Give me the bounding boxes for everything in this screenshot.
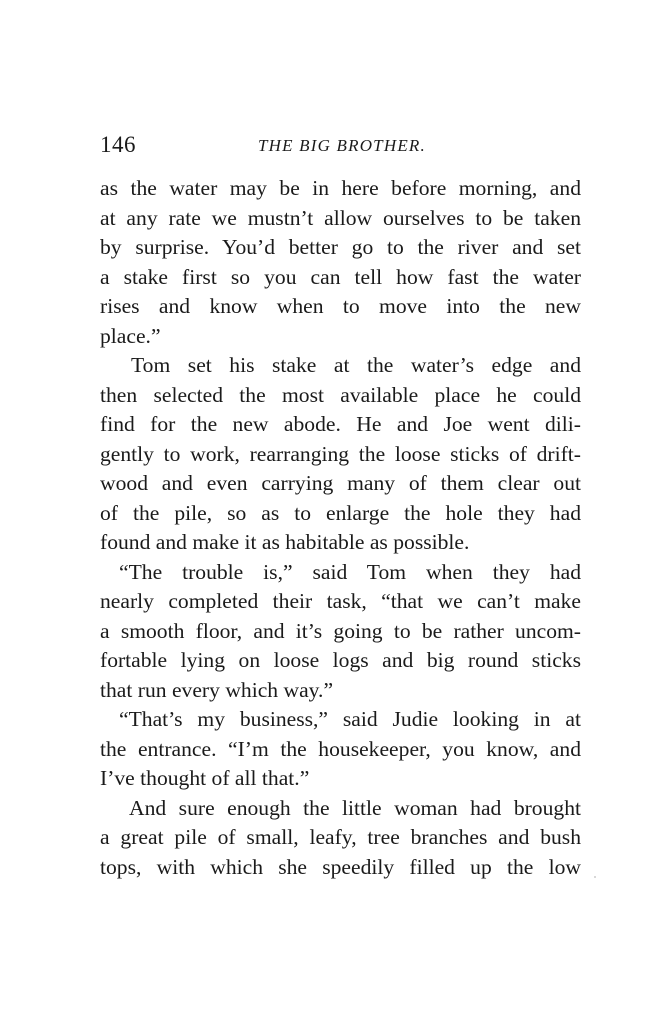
text-line: then selected the most available place he could bbox=[100, 382, 581, 407]
page-number: 146 bbox=[100, 132, 136, 157]
text-line: of the pile, so as to enlarge the hole they had bbox=[100, 500, 581, 525]
text-line: the entrance. “I’m the housekeeper, you know, and bbox=[100, 736, 581, 761]
text-line: “The trouble is,” said Tom when they had bbox=[119, 559, 581, 584]
text-line: I’ve thought of all that.” bbox=[100, 766, 310, 790]
running-title: THE BIG BROTHER. bbox=[258, 136, 426, 155]
text-line: by surprise. You’d better go to the river and set bbox=[100, 235, 581, 259]
book-page bbox=[100, 132, 581, 882]
running-head bbox=[100, 132, 581, 162]
text-line: tops, with which she speedily filled up the low bbox=[100, 854, 581, 879]
paper-speck bbox=[594, 876, 596, 878]
text-line: Tom set his stake at the water’s edge and bbox=[131, 353, 581, 377]
text-line: a stake first so you can tell how fast the water bbox=[100, 264, 581, 289]
text-line: at any rate we mustn’t allow ourselves to be taken bbox=[100, 205, 581, 230]
text-line: wood and even carrying many of them clear out bbox=[100, 471, 581, 495]
text-line: as the water may be in here before morning, and bbox=[100, 176, 581, 200]
text-line: gently to work, rearranging the loose sticks of drift- bbox=[100, 441, 581, 466]
text-line: “That’s my business,” said Judie looking in at bbox=[119, 707, 581, 731]
body-text bbox=[100, 174, 581, 882]
text-line: And sure enough the little woman had brought bbox=[129, 795, 581, 820]
text-line: fortable lying on loose logs and big round sticks bbox=[100, 648, 581, 672]
text-line: rises and know when to move into the new bbox=[100, 294, 581, 318]
text-line: that run every which way.” bbox=[100, 677, 334, 702]
text-line: find for the new abode. He and Joe went dili- bbox=[100, 412, 581, 436]
text-line: a great pile of small, leafy, tree branches and bush bbox=[100, 825, 581, 849]
text-line: a smooth floor, and it’s going to be rather uncom- bbox=[100, 618, 581, 643]
text-line: nearly completed their task, “that we can’t make bbox=[100, 589, 581, 613]
text-line: place.” bbox=[100, 323, 161, 348]
text-line: found and make it as habitable as possible. bbox=[100, 530, 470, 554]
